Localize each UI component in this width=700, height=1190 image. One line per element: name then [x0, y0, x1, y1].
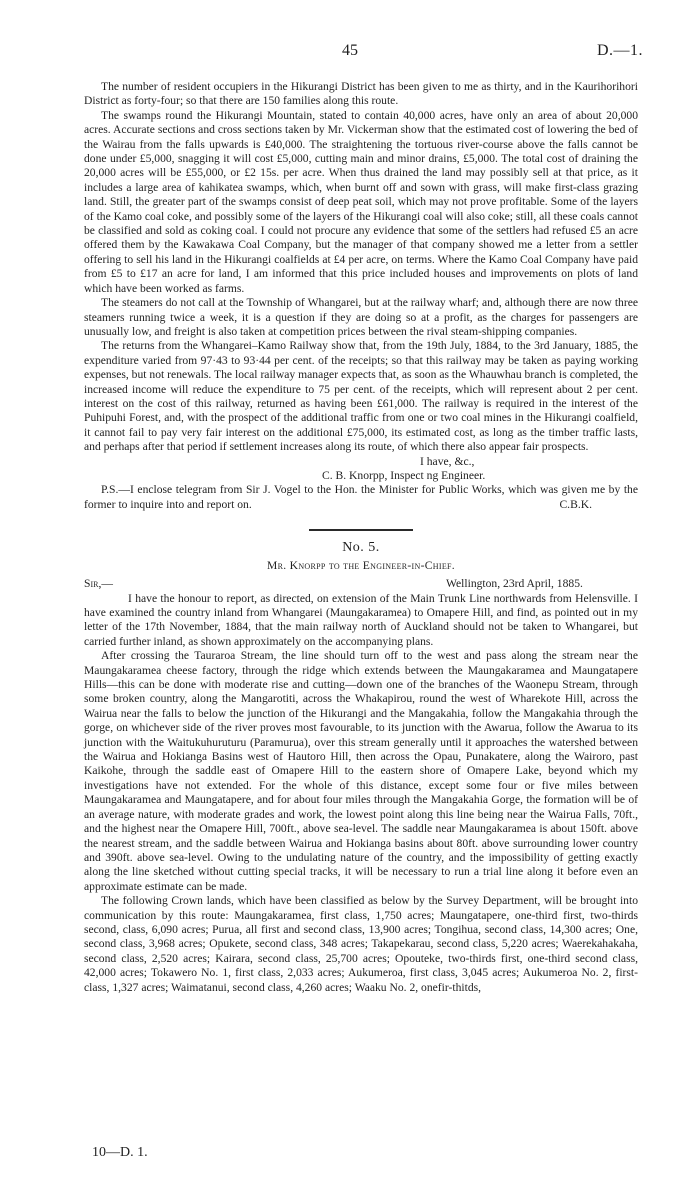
- signature-mark: 10—D. 1.: [92, 1145, 148, 1160]
- signature: C. B. Knorpp, Inspect ng Engineer.: [322, 468, 486, 482]
- letter-heading: Mr. Knorpp to the Engineer-in-Chief.: [267, 559, 455, 573]
- document-number: No. 5.: [342, 540, 380, 556]
- closing: I have, &c.,: [420, 454, 475, 468]
- letter-no-5: [84, 539, 638, 995]
- salutation: Sir,—: [84, 576, 113, 590]
- paragraph: The number of resident occupiers in the Hikurangi District has been given to me as thirty, and in the Kaurihorihori District as forty-four; so that there are 150 families along this route.: [84, 80, 638, 108]
- page-number: 45: [342, 42, 358, 59]
- page-header: [0, 44, 700, 64]
- date-line: Wellington, 23rd April, 1885.: [446, 576, 583, 590]
- paragraph: The steamers do not call at the Township of Whangarei, but at the railway wharf; and, although there are now three steamers running twice a week, it is a question if they are doing so at a profit, as the charges for passengers are unusually low, and freight is also taken at competition prices between the rival steam-shipping companies.: [84, 296, 638, 338]
- salutation-line: [84, 577, 638, 592]
- postscript: [84, 483, 638, 512]
- paragraph: The returns from the Whangarei–Kamo Railway show that, from the 19th July, 1884, to the 3rd January, 1885, the expenditure varied from 97·43 to 93·44 per cent. of the receipts; so that this railway may be taken as paying working expenses, but not renewals. The local railway manager expects that, as soon as the Whauwhau branch is completed, the increased income will reduce the expenditure to 75 per cent. of the receipts, which will represent about 2 per cent. interest on the cost of this railway, returned as having been £61,000. The railway is required in the interest of the Puhipuhi Forest, and, with the prospect of the additional traffic from one or two coal mines in the Hikurangi coalfield, it cannot fail to pay very fair interest on the additional £75,000, its estimated cost, as long as the timber traffic lasts, and perhaps after that period if settlement increases along its route, of which there also appear fair prospects.: [84, 339, 638, 454]
- postscript-initials: C.B.K.: [559, 497, 592, 511]
- letter-continuation: [84, 80, 638, 512]
- paragraph: The following Crown lands, which have been classified as below by the Survey Department, will be brought into communication by this route: Maungakaramea, first class, 1,750 acres; Maungatapere, one-third first, two-thirds second, class, 6,090 acres; Purua, all first and second class, 13,900 acres; Tongihua, second class, 14,300 acres; One, second class, 3,968 acres; Opukete, second class, 348 acres; Takapekarau, second class, 5,220 acres; Waerekahakaha, second class, 2,520 acres; Kairara, second class, 25,700 acres; Opouteke, two-thirds first, one-third second class, 42,000 acres; Tokawero No. 1, first class, 2,033 acres; Aukumeroa, first class, 3,045 acres; Aukumeroa No. 2, first-class, 1,327 acres; Waimatanui, second class, 4,260 acres; Waaku No. 2, onefir-thitds,: [84, 894, 638, 994]
- postscript-text: P.S.—I enclose telegram from Sir J. Vogel to the Hon. the Minister for Public Works, which was given me by the former to inquire into and report on.: [84, 483, 638, 511]
- paragraph: I have the honour to report, as directed, on extension of the Main Trunk Line northwards from Helensville. I have examined the country inland from Whangarei (Maungakaramea) to Omapere Hill, and find, as pointed out in my letter of the 17th November, 1884, that the main railway north of Auckland should not be taken to Whangarei, but carried further inland, as shown approximately on the accompanying plans.: [84, 591, 638, 648]
- paragraph: The swamps round the Hikurangi Mountain, stated to contain 40,000 acres, have only an area of about 20,000 acres. Accurate sections and cross sections taken by Mr. Vickerman show that the estimated cost of lowering the bed of the Wairau from the falls upwards is £40,000. The straightening the tortuous river-course above the falls cannot be done under £5,000, snagging it will cost £5,000, cutting main and minor drains, £5,000. The total cost of draining the 20,000 acres will be £55,000, or £2 15s. per acre. When thus drained the land may possibly sell at that price, as it includes a large area of kahikatea swamps, which, when burnt off and sown with grass, will make first-class grazing land. Still, the greater part of the swamps consist of deep peat soil, which may not prove profitable. Some of the layers of the Kamo coal coke, and possibly some of the layers of the Hikurangi coal will also coke; still, all these coals cannot be classified and sold as coking coal. I could not procure any evidence that some of the settlers had refused £5 an acre offered them by the Kawakawa Coal Company, but the manager of that company showed me a letter from a settler offering to sell his land in the Hikurangi coalfields at £4 per acre, on terms. Where the Kamo Coal Company have paid from £5 to £17 an acre for land, I am informed that this price included houses and improvements on plots of land which have been worked as farms.: [84, 108, 638, 295]
- section-divider: [309, 529, 413, 531]
- paragraph: After crossing the Tauraroa Stream, the line should turn off to the west and pass along the stream near the Maungakaramea cheese factory, through the ridge which extends between the Maungakaramea and Maungatapere Hills—this can be done with moderate rise and cutting—down one of the branches of the Waonepu Stream, through some broken country, along the Mangarotiti, across the Whakapirou, round the west of Wharekote Hill, across the Wairua near the falls to below the junction of the Hikurangi and the Mangakahia, follow the Mangakahia through the gorge, on whichever side of the river proves most favourable, to its junction with the Awarua, follow the Awarua to its junction with the Waitukuhuruturu (Paramurua), over this stream generally until it approaches the watershed between the Wairua and Hokianga Basins west of Hautoro Hill, then across the Opau, Punakatere, along the Wairoro, past Kaikohe, through the saddle east of Omapere Hill to the eastern shore of Omapere Lake, beyond which my investigations have not extended. For the whole of this distance, except some four or five miles between Maungakaramea and Maungatapere, and for about four miles through the Mangakahia Gorge, the formation will be of an average nature, with moderate grades and work, the lowest point along this line being near the Wairua Falls, 70ft., and the highest near the Omapere Hill, 700ft., above sea-level. The saddle near Maungakaramea is about 150ft. above the nearest stream, and the saddle between Wairua and Hokianga basins about 80ft. above surrounding lower country and 390ft. above sea-level. Owing to the undulating nature of the country, and the impossibility of getting exactly along the line sketched without cutting special tracks, it will be necessary to run a trial line along it before even an approximate estimate can be made.: [84, 649, 638, 893]
- section-code: D.—1.: [597, 42, 644, 59]
- page-body: [84, 80, 638, 995]
